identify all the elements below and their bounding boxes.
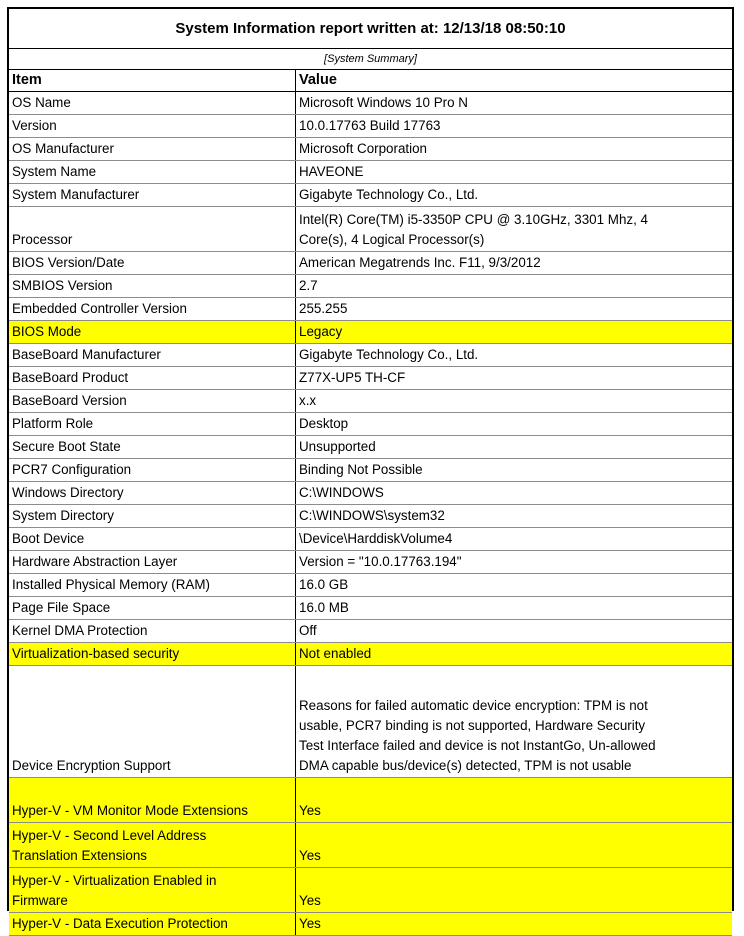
item-cell: System Manufacturer [9, 184, 296, 207]
table-row [9, 666, 732, 778]
table-row [9, 459, 732, 482]
value-cell: Microsoft Corporation [296, 138, 733, 161]
item-cell: BIOS Mode [9, 321, 296, 344]
item-cell: Kernel DMA Protection [9, 620, 296, 643]
table-row [9, 344, 732, 367]
item-cell: System Directory [9, 505, 296, 528]
table-row-highlighted [9, 778, 732, 823]
item-column-header: Item [9, 70, 296, 92]
item-cell: Secure Boot State [9, 436, 296, 459]
item-cell: OS Name [9, 92, 296, 115]
item-cell: Platform Role [9, 413, 296, 436]
value-cell: 16.0 GB [296, 574, 733, 597]
table-row [9, 597, 732, 620]
table-row [9, 390, 732, 413]
item-cell: Device Encryption Support [9, 666, 296, 778]
table-row [9, 207, 732, 252]
value-line: Core(s), 4 Logical Processor(s) [299, 232, 485, 247]
item-line: Translation Extensions [12, 848, 147, 863]
value-column-header: Value [296, 70, 733, 92]
value-cell: Legacy [296, 321, 733, 344]
table-row-highlighted [9, 643, 732, 666]
item-cell [9, 868, 296, 913]
item-cell: Hyper-V - Data Execution Protection [9, 913, 296, 936]
table-row [9, 92, 732, 115]
item-cell [9, 823, 296, 868]
item-cell: Boot Device [9, 528, 296, 551]
value-cell: Off [296, 620, 733, 643]
table-header-row [9, 70, 732, 92]
value-cell: 255.255 [296, 298, 733, 321]
item-cell: Hardware Abstraction Layer [9, 551, 296, 574]
value-cell: Z77X-UP5 TH-CF [296, 367, 733, 390]
item-cell: Processor [9, 207, 296, 252]
item-cell: Page File Space [9, 597, 296, 620]
item-cell: Windows Directory [9, 482, 296, 505]
system-summary-table [9, 70, 732, 936]
item-cell: Version [9, 115, 296, 138]
value-cell: Binding Not Possible [296, 459, 733, 482]
value-cell: HAVEONE [296, 161, 733, 184]
item-cell: System Name [9, 161, 296, 184]
value-cell: Gigabyte Technology Co., Ltd. [296, 184, 733, 207]
table-row [9, 367, 732, 390]
table-row [9, 436, 732, 459]
value-line: Intel(R) Core(TM) i5-3350P CPU @ 3.10GHz, 3301 Mhz, 4 [299, 212, 648, 227]
item-line: Firmware [12, 893, 68, 908]
report-sheet [7, 7, 734, 931]
value-cell [296, 207, 733, 252]
item-cell: Installed Physical Memory (RAM) [9, 574, 296, 597]
table-row [9, 620, 732, 643]
value-cell: Yes [296, 868, 733, 913]
table-row-highlighted [9, 321, 732, 344]
value-cell: Not enabled [296, 643, 733, 666]
table-row [9, 551, 732, 574]
value-cell: Version = "10.0.17763.194" [296, 551, 733, 574]
value-line: Reasons for failed automatic device encryption: TPM is not [299, 698, 648, 713]
value-cell: 10.0.17763 Build 17763 [296, 115, 733, 138]
value-cell: 16.0 MB [296, 597, 733, 620]
item-cell: BaseBoard Product [9, 367, 296, 390]
item-cell: Hyper-V - VM Monitor Mode Extensions [9, 778, 296, 823]
value-cell: C:\WINDOWS [296, 482, 733, 505]
report-title: System Information report written at: 12/13/18 08:50:10 [9, 9, 732, 49]
table-row [9, 275, 732, 298]
item-cell: BaseBoard Manufacturer [9, 344, 296, 367]
table-row-highlighted [9, 868, 732, 913]
table-row [9, 298, 732, 321]
table-row [9, 184, 732, 207]
table-row-highlighted [9, 913, 732, 936]
item-cell: SMBIOS Version [9, 275, 296, 298]
item-line: Hyper-V - Second Level Address [12, 828, 207, 843]
section-header: [System Summary] [9, 49, 732, 70]
item-line: Hyper-V - Virtualization Enabled in [12, 873, 217, 888]
table-row [9, 482, 732, 505]
table-row-highlighted [9, 823, 732, 868]
table-row [9, 161, 732, 184]
value-cell: Microsoft Windows 10 Pro N [296, 92, 733, 115]
value-cell: Yes [296, 778, 733, 823]
table-row [9, 252, 732, 275]
value-cell: C:\WINDOWS\system32 [296, 505, 733, 528]
item-cell: BaseBoard Version [9, 390, 296, 413]
value-cell: Yes [296, 823, 733, 868]
table-row [9, 413, 732, 436]
table-row [9, 574, 732, 597]
item-cell: OS Manufacturer [9, 138, 296, 161]
value-cell: Gigabyte Technology Co., Ltd. [296, 344, 733, 367]
value-cell: American Megatrends Inc. F11, 9/3/2012 [296, 252, 733, 275]
value-line: Test Interface failed and device is not InstantGo, Un-allowed [299, 738, 656, 753]
item-cell: Virtualization-based security [9, 643, 296, 666]
value-line: usable, PCR7 binding is not supported, Hardware Security [299, 718, 646, 733]
table-row [9, 115, 732, 138]
value-cell: Yes [296, 913, 733, 936]
value-cell [296, 666, 733, 778]
table-row [9, 528, 732, 551]
value-cell: 2.7 [296, 275, 733, 298]
item-cell: BIOS Version/Date [9, 252, 296, 275]
item-cell: Embedded Controller Version [9, 298, 296, 321]
value-cell: Desktop [296, 413, 733, 436]
value-cell: \Device\HarddiskVolume4 [296, 528, 733, 551]
value-cell: x.x [296, 390, 733, 413]
value-cell: Unsupported [296, 436, 733, 459]
value-line: DMA capable bus/device(s) detected, TPM is not usable [299, 758, 632, 773]
table-row [9, 505, 732, 528]
table-row [9, 138, 732, 161]
item-cell: PCR7 Configuration [9, 459, 296, 482]
